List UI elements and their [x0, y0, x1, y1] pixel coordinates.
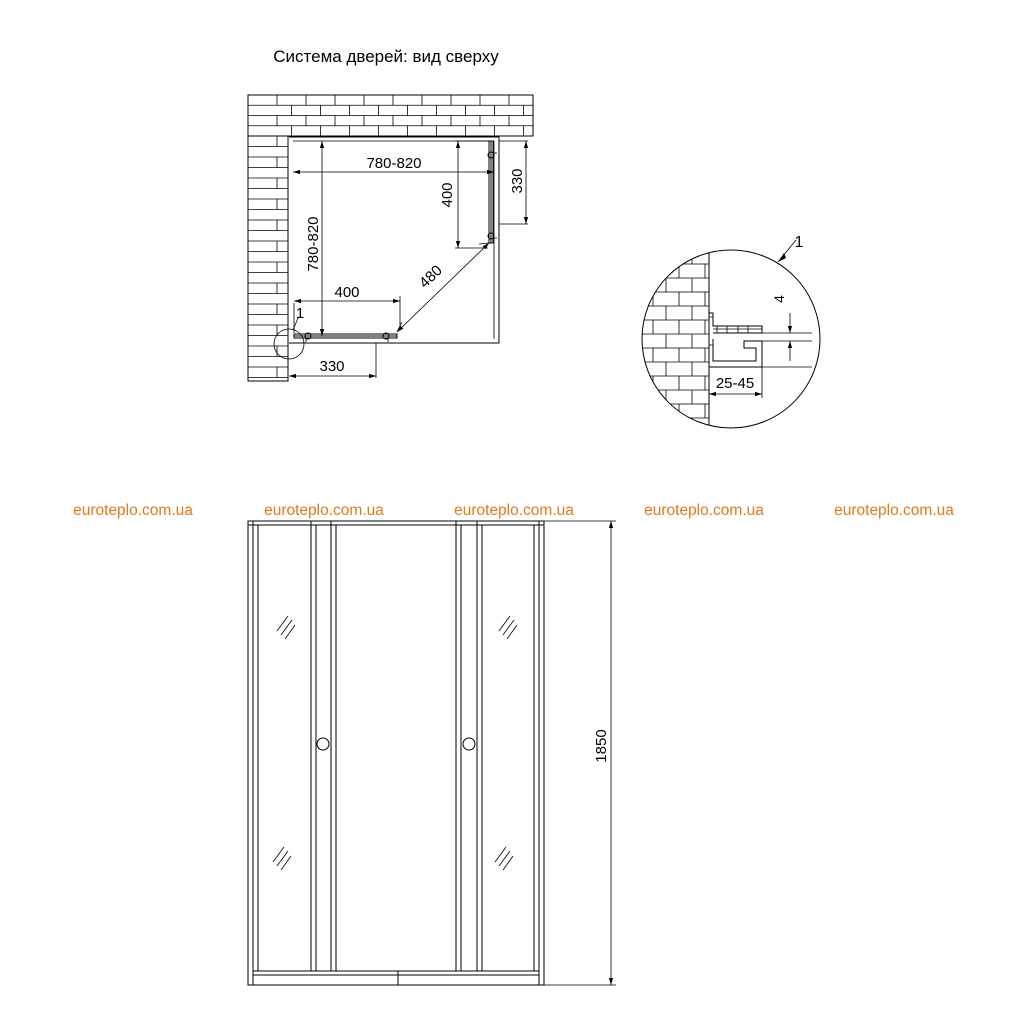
drawing-title: Система дверей: вид сверху	[273, 47, 499, 66]
width-dimension: 780-820	[366, 155, 422, 172]
diagonal-dimension: 480	[415, 261, 446, 292]
watermark-text: euroteplo.com.ua	[454, 502, 574, 519]
left-wall-brick-outline	[248, 136, 288, 381]
watermarks	[73, 502, 954, 519]
detail-view-circle	[642, 250, 820, 428]
detail-title-label: 1	[794, 234, 804, 251]
detail-range-dimension: 25-45	[715, 375, 755, 392]
side-door-dimension: 400	[439, 182, 456, 208]
top-view	[248, 95, 533, 381]
diagonal-opening-line	[397, 243, 489, 332]
brick-wall-top	[248, 95, 533, 136]
wall-profile	[709, 313, 762, 367]
detail-gap-dimension: 4	[771, 295, 787, 303]
detail-brick-wall	[640, 250, 709, 432]
side-door	[488, 141, 497, 243]
watermark-text: euroteplo.com.ua	[834, 502, 954, 519]
left-door-handle	[317, 738, 329, 750]
bottom-offset-dimension: 330	[319, 358, 345, 375]
brick-wall-left	[248, 136, 288, 381]
detail-view	[640, 234, 820, 432]
watermark-text: euroteplo.com.ua	[264, 502, 384, 519]
detail-callout-label: 1	[295, 305, 305, 322]
height-dimension: 1850	[593, 729, 610, 763]
front-view	[248, 521, 616, 985]
right-offset-dimension: 330	[509, 168, 526, 194]
front-door	[294, 333, 397, 342]
front-door-dimension: 400	[334, 284, 360, 301]
detail-callout-circle	[274, 329, 304, 359]
right-door-handle	[463, 738, 475, 750]
depth-dimension: 780-820	[305, 216, 322, 272]
glass-reflection-marks	[273, 616, 517, 870]
watermark-text: euroteplo.com.ua	[73, 502, 193, 519]
watermark-text: euroteplo.com.ua	[644, 502, 764, 519]
